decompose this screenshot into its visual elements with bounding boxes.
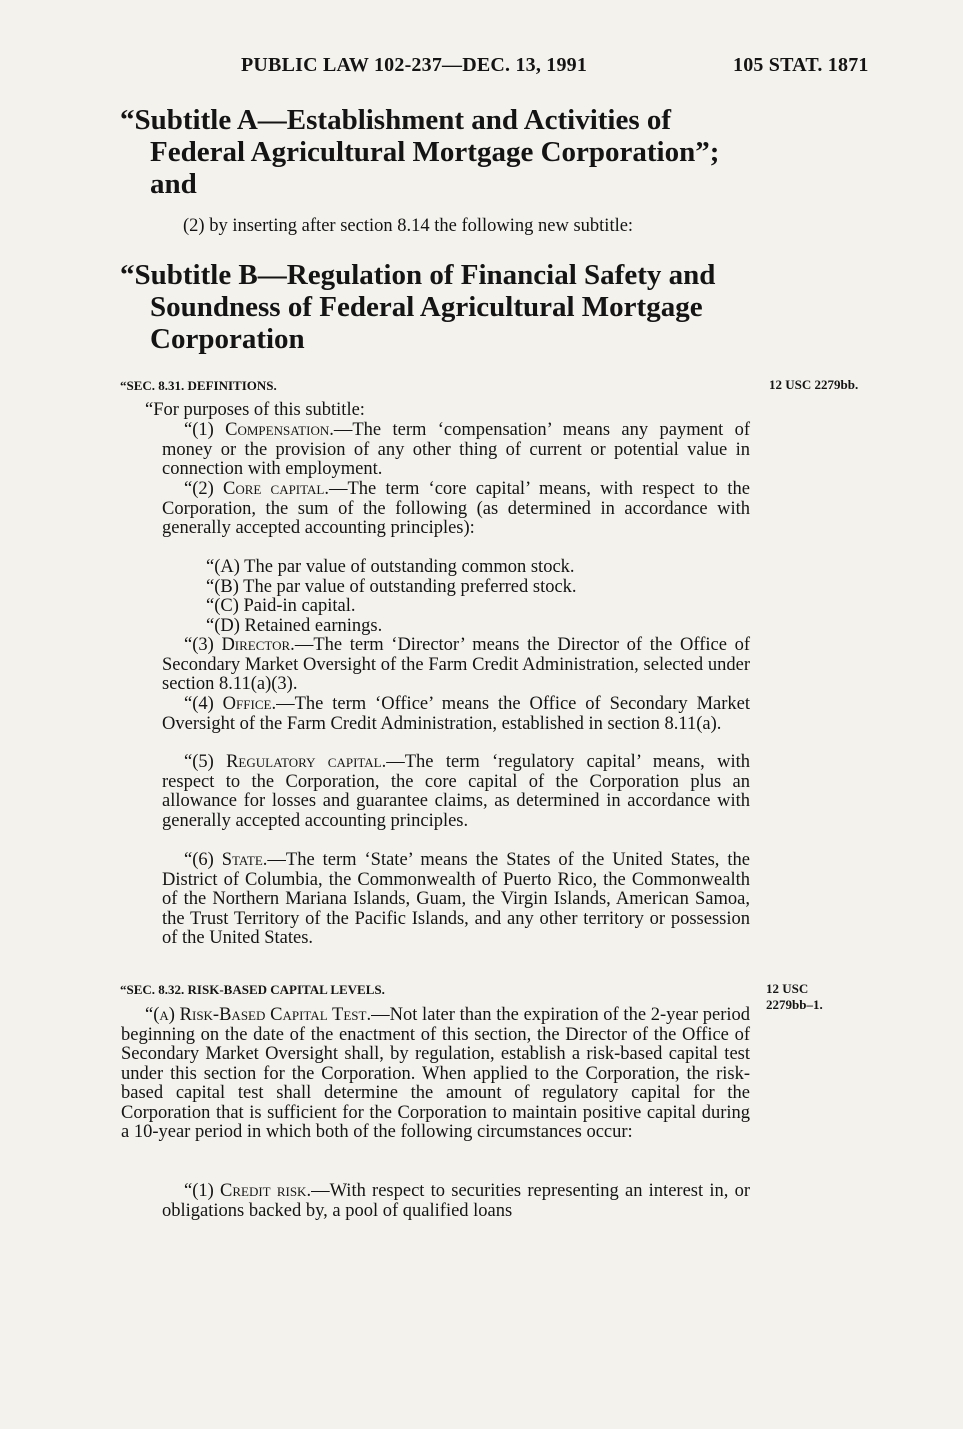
definition-term: “(5) Regulatory capital. [184, 752, 387, 772]
core-capital-item-a: “(A) The par value of outstanding common stock. [206, 557, 575, 577]
subsection-body: —Not later than the expiration of the 2-year period beginning on the date of the enactment of this section, the Director of the Office of Secondary Market Oversight shall, by regulation, establish a risk-based capital test under this section for the Corporation. When applied to the Corporation, the risk-based capital test shall determine the amount of regulatory capital for the Corporation that is sufficient for the Corporation to maintain positive capital during a 10-year period in which both of the following circumstances occur: [121, 1005, 751, 1142]
margin-citation-2279bb-1 [766, 981, 823, 1013]
risk-based-capital-test-paragraph [121, 1006, 750, 1143]
definition-term: “(1) Compensation. [184, 420, 334, 440]
core-capital-item-c: “(C) Paid-in capital. [206, 596, 356, 616]
definition-office [162, 695, 750, 734]
definition-core-capital [162, 480, 750, 539]
definition-compensation [162, 421, 750, 480]
definition-term: “(6) State. [184, 850, 268, 870]
margin-citation-line: 2279bb–1. [766, 997, 823, 1012]
section-8-31-heading: “SEC. 8.31. DEFINITIONS. [120, 378, 277, 393]
definition-body: —The term ‘Office’ means the Office of Secondary Market Oversight of the Farm Credit Administration, established in section 8.11(a). [162, 694, 750, 734]
definitions-intro: “For purposes of this subtitle: [145, 400, 365, 420]
subtitle-a-heading: “Subtitle A—Establishment and Activities of Federal Agricultural Mortgage Corporation”; and [120, 104, 720, 200]
core-capital-item-d: “(D) Retained earnings. [206, 616, 383, 636]
paragraph-term: “(1) Credit risk. [184, 1181, 312, 1201]
running-header-law: PUBLIC LAW 102-237—DEC. 13, 1991 [241, 54, 588, 76]
definition-director [162, 636, 750, 695]
insert-paragraph: (2) by inserting after section 8.14 the following new subtitle: [183, 216, 634, 236]
definition-body: —The term ‘State’ means the States of the United States, the District of Columbia, the Commonwealth of Puerto Rico, the Commonwealth of the Northern Mariana Islands, Guam, the Virgin Islands, American Samoa, the Trust Territory of the Pacific Islands, and any other territory or possession of the United States. [162, 850, 751, 948]
definition-state [162, 851, 750, 949]
paragraph-body: —With respect to securities representing an interest in, or obligations backed by, a pool of qualified loans [162, 1181, 750, 1221]
section-8-32-heading: “SEC. 8.32. RISK-BASED CAPITAL LEVELS. [120, 982, 385, 997]
core-capital-item-b: “(B) The par value of outstanding preferred stock. [206, 577, 577, 597]
credit-risk-paragraph [162, 1182, 750, 1221]
page-number: 105 STAT. 1871 [733, 54, 869, 76]
definition-body: —The term ‘regulatory capital’ means, with respect to the Corporation, the core capital of the Corporation plus an allowance for losses and guarantee claims, as determined in accordance with generally accepted accounting principles. [162, 752, 750, 831]
definition-body: —The term ‘core capital’ means, with respect to the Corporation, the sum of the following (as determined in accordance with generally accepted accounting principles): [162, 479, 750, 538]
definition-regulatory-capital [162, 753, 750, 831]
subtitle-b-heading: “Subtitle B—Regulation of Financial Safety and Soundness of Federal Agricultural Mortgage Corporation [120, 259, 716, 355]
definition-term: “(2) Core capital. [184, 479, 329, 499]
definition-body: —The term ‘Director’ means the Director of the Office of Secondary Market Oversight of the Farm Credit Administration, selected under section 8.11(a)(3). [162, 635, 750, 694]
subsection-term: “(a) Risk-Based Capital Test. [145, 1005, 372, 1025]
definition-term: “(4) Office. [184, 694, 277, 714]
definition-term: “(3) Director. [184, 635, 295, 655]
definition-body: —The term ‘compensation’ means any payment of money or the provision of any other thing of current or potential value in connection with employment. [162, 420, 750, 479]
margin-citation-2279bb: 12 USC 2279bb. [769, 377, 859, 392]
margin-citation-line: 12 USC [766, 981, 809, 996]
